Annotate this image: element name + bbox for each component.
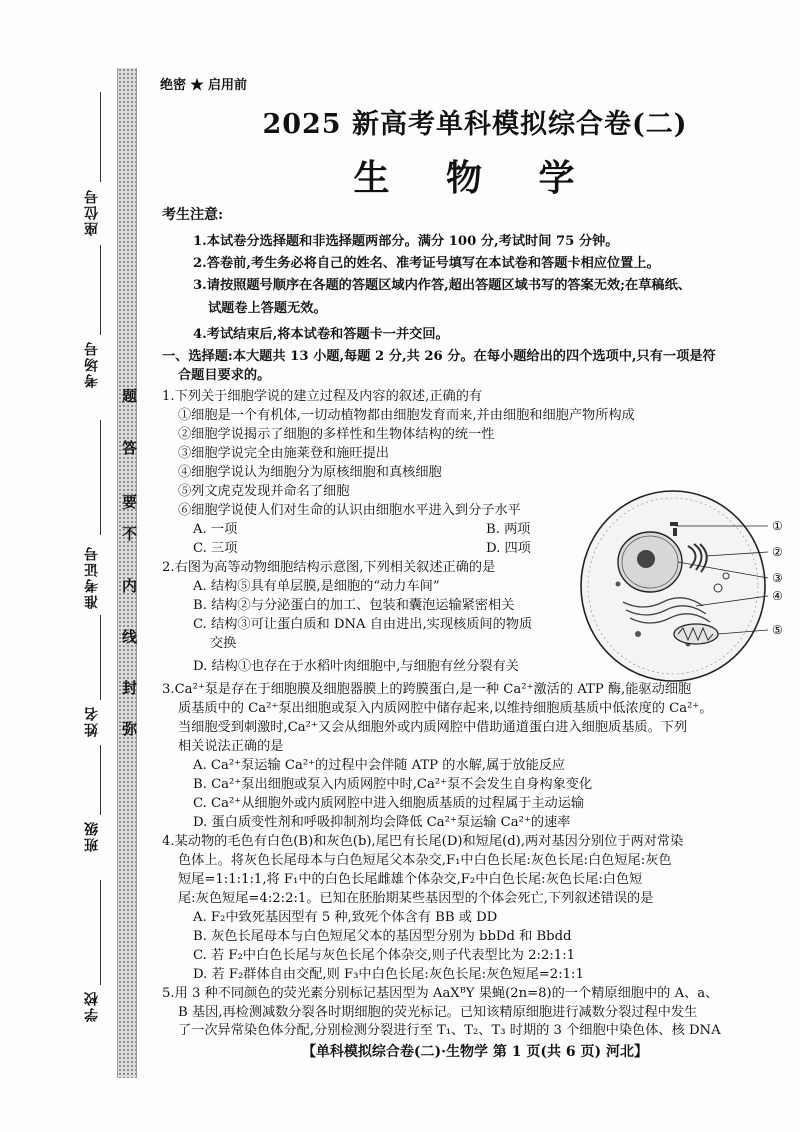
q1-statement: ⑥细胞学说使人们对生命的认识由细胞水平进入到分子水平 xyxy=(178,503,521,518)
binding-word: 封 xyxy=(122,679,138,697)
seat-number-label: 座位号 xyxy=(84,188,100,236)
binding-word: 要 xyxy=(122,493,138,511)
class-line[interactable] xyxy=(100,745,101,815)
section-heading-cont: 合题目要求的。 xyxy=(178,368,271,383)
figure-label: ⑤ xyxy=(772,623,783,637)
q3-option-c[interactable]: C. Ca²⁺从细胞外或内质网腔中进入细胞质基质的过程属于主动运输 xyxy=(193,796,585,811)
notice-item: 4.考试结束后,将本试卷和答题卡一并交回。 xyxy=(193,327,449,342)
figure-label: ④ xyxy=(772,589,783,603)
binding-word: 内 xyxy=(122,577,138,595)
q3-option-b[interactable]: B. Ca²⁺泵出细胞或泵入内质网腔中时,Ca²⁺泵不会发生自身构象变化 xyxy=(193,777,593,792)
name-line[interactable] xyxy=(100,615,101,700)
question-3-stem: 3.Ca²⁺泵是存在于细胞膜及细胞器膜上的跨膜蛋白,是一种 Ca²⁺激活的 ATP 酶,能驱动细胞 xyxy=(162,682,692,697)
admission-number-line[interactable] xyxy=(100,420,101,535)
q2-option-b[interactable]: B. 结构②与分泌蛋白的加工、包装和囊泡运输紧密相关 xyxy=(193,598,515,613)
question-1-stem: 1.下列关于细胞学说的建立过程及内容的叙述,正确的有 xyxy=(162,389,483,404)
question-4-stem-cont: 色体上。将灰色长尾母本与白色短尾父本杂交,F₁中白色长尾:灰色长尾:白色短尾:灰色 xyxy=(178,853,672,868)
binding-word: 不 xyxy=(122,525,138,543)
notice-heading: 考生注意: xyxy=(162,207,224,223)
q1-statement: ②细胞学说揭示了细胞的多样性和生物体结构的统一性 xyxy=(178,427,495,442)
q2-option-c-cont: 交换 xyxy=(210,636,237,651)
figure-label: ① xyxy=(772,519,783,533)
q1-statement: ⑤列文虎克发现并命名了细胞 xyxy=(178,484,350,499)
q1-statement: ①细胞是一个有机体,一切动植物都由细胞发育而来,并由细胞和细胞产物所构成 xyxy=(178,408,635,423)
binding-strip xyxy=(117,68,137,1078)
q4-option-b[interactable]: B. 灰色长尾母本与白色短尾父本的基因型分别为 bbDd 和 Bbdd xyxy=(193,929,572,944)
exam-title: 2025 新高考单科模拟综合卷(二) xyxy=(262,109,688,140)
section-heading: 一、选择题:本大题共 13 小题,每题 2 分,共 26 分。在每小题给出的四个选项中,只有一项是符 xyxy=(162,349,716,364)
q2-option-c[interactable]: C. 结构③可让蛋白质和 DNA 自由进出,实现核质间的物质 xyxy=(193,617,533,632)
exam-room-line[interactable] xyxy=(100,245,101,335)
q1-option-b[interactable]: B. 两项 xyxy=(486,522,531,537)
binding-word: 线 xyxy=(122,628,138,646)
confidential-stamp: 绝密 ★ 启用前 xyxy=(160,78,248,93)
binding-word: 答 xyxy=(122,439,138,457)
notice-item: 3.请按照题号顺序在各题的答题区域内作答,超出答题区域书写的答案无效;在草稿纸、 xyxy=(193,278,691,293)
notice-item: 2.答卷前,考生务必将自己的姓名、准考证号填写在本试卷和答题卡相应位置上。 xyxy=(193,256,660,271)
page-footer: 【单科模拟综合卷(二)·生物学 第 1 页(共 6 页) 河北】 xyxy=(301,1044,649,1060)
q1-option-a[interactable]: A. 一项 xyxy=(193,522,238,537)
question-3-stem-cont: 当细胞受到刺激时,Ca²⁺又会从细胞外或内质网腔中借助通道蛋白进入细胞质基质。下列 xyxy=(178,720,688,735)
name-label: 姓名 xyxy=(84,705,100,737)
q1-option-d[interactable]: D. 四项 xyxy=(486,541,531,556)
animal-cell-figure xyxy=(578,484,798,689)
class-label: 班级 xyxy=(84,820,100,852)
binding-word: 弥 xyxy=(122,720,138,738)
q1-option-c[interactable]: C. 三项 xyxy=(193,541,238,556)
admission-number-label: 准考证号 xyxy=(84,545,100,609)
q2-option-a[interactable]: A. 结构⑤具有单层膜,是细胞的“动力车间” xyxy=(193,579,440,594)
binding-word: 题 xyxy=(122,387,138,405)
q1-statement: ③细胞学说完全由施莱登和施旺提出 xyxy=(178,446,389,461)
school-label: 学校 xyxy=(84,990,100,1022)
notice-item: 1.本试卷分选择题和非选择题两部分。满分 100 分,考试时间 75 分钟。 xyxy=(193,234,619,249)
q3-option-a[interactable]: A. Ca²⁺泵运输 Ca²⁺的过程中会伴随 ATP 的水解,属于放能反应 xyxy=(193,758,566,773)
question-3-stem-cont: 质基质中的 Ca²⁺泵出细胞或泵入内质网腔中储存起来,以维持细胞质基质中低浓度的 Ca²⁺。 xyxy=(178,701,713,716)
q1-statement: ④细胞学说认为细胞分为原核细胞和真核细胞 xyxy=(178,465,442,480)
question-4-stem-cont: 短尾=1:1:1:1,将 F₁中的白色长尾雌雄个体杂交,F₂中白色长尾:灰色长尾:白色短 xyxy=(178,872,643,887)
q3-option-d[interactable]: D. 蛋白质变性剂和呼吸抑制剂均会降低 Ca²⁺泵运输 Ca²⁺的速率 xyxy=(193,815,571,830)
question-2-stem: 2.右图为高等动物细胞结构示意图,下列相关叙述正确的是 xyxy=(162,560,496,575)
question-5-stem: 5.用 3 种不同颜色的荧光素分别标记基因型为 AaXᴮY 果蝇(2n=8)的一个精原细胞中的 A、a、 xyxy=(162,986,719,1001)
school-line[interactable] xyxy=(100,880,101,985)
q4-option-a[interactable]: A. F₂中致死基因型有 5 种,致死个体含有 BB 或 DD xyxy=(193,910,498,925)
figure-label: ② xyxy=(772,545,783,559)
figure-label: ③ xyxy=(772,571,783,585)
seat-number-line[interactable] xyxy=(100,92,101,182)
notice-item: 试题卷上答题无效。 xyxy=(208,301,327,316)
question-4-stem: 4.某动物的毛色有白色(B)和灰色(b),尾巴有长尾(D)和短尾(d),两对基因分别位于两对常染 xyxy=(162,834,684,849)
q2-option-d[interactable]: D. 结构①也存在于水稻叶肉细胞中,与细胞有丝分裂有关 xyxy=(193,659,519,674)
exam-room-label: 考场号 xyxy=(84,340,100,388)
question-4-stem-cont: 尾:灰色短尾=4:2:2:1。已知在胚胎期某些基因型的个体会死亡,下列叙述错误的是 xyxy=(178,891,654,906)
question-5-stem-cont: 了一次异常染色体分配,分别检测分裂进行至 T₁、T₂、T₃ 时期的 3 个细胞中染色体、核 DNA xyxy=(178,1023,721,1038)
q4-option-c[interactable]: C. 若 F₂中白色长尾与灰色长尾个体杂交,则子代表型比为 2:2:1:1 xyxy=(193,948,576,963)
q4-option-d[interactable]: D. 若 F₂群体自由交配,则 F₃中白色长尾:灰色长尾:灰色短尾=2:1:1 xyxy=(193,967,584,982)
question-3-stem-cont: 相关说法正确的是 xyxy=(178,739,284,754)
question-5-stem-cont: B 基因,再检测减数分裂各时期细胞的荧光标记。已知该精原细胞进行减数分裂过程中发生 xyxy=(178,1005,698,1020)
subject-title: 生 物 学 xyxy=(353,157,597,199)
